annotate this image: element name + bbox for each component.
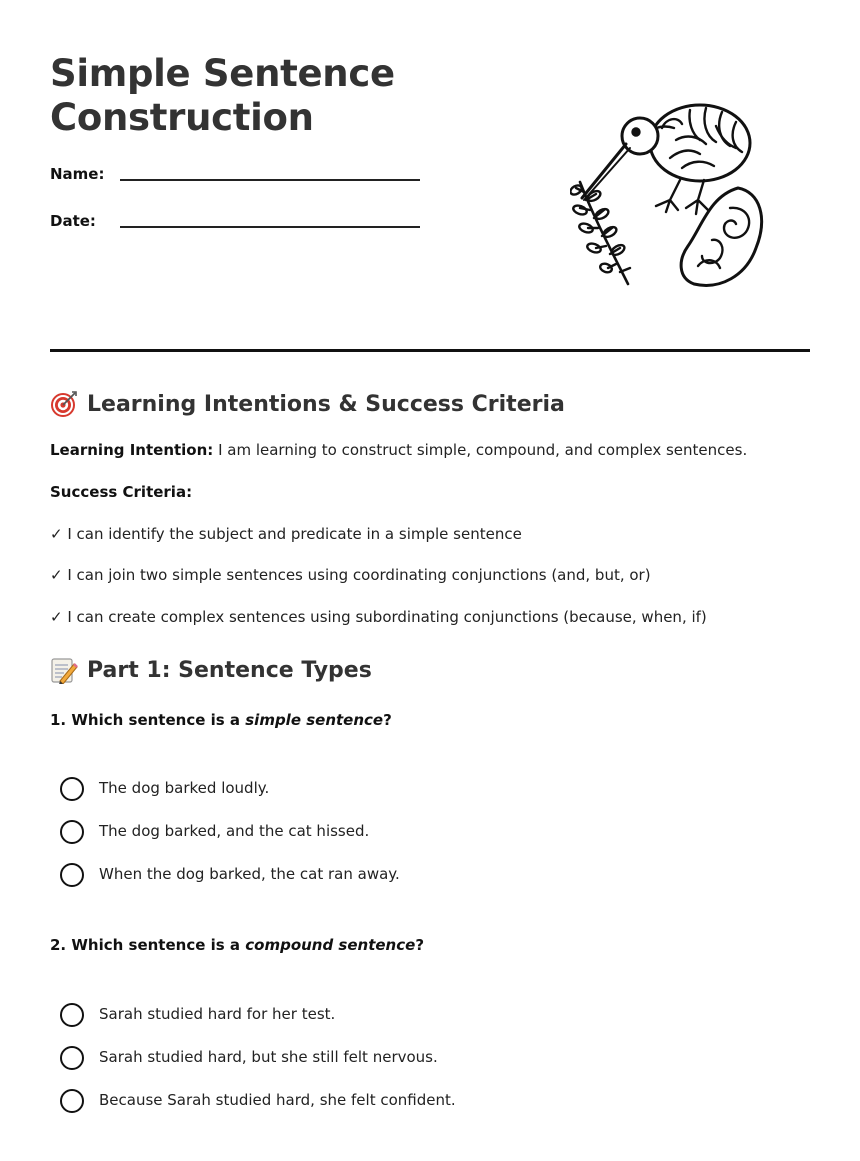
question-2 (50, 936, 424, 954)
radio-button[interactable] (60, 863, 84, 887)
radio-button[interactable] (60, 777, 84, 801)
name-write-line[interactable] (120, 179, 420, 181)
question-1 (50, 711, 392, 729)
name-label: Name: (50, 165, 105, 183)
section-heading-part1-text: Part 1: Sentence Types (87, 657, 372, 683)
option-label: The dog barked, and the cat hissed. (99, 822, 370, 840)
learning-intention (50, 440, 747, 460)
date-write-line[interactable] (120, 226, 420, 228)
radio-button[interactable] (60, 1089, 84, 1113)
question-2-suffix: ? (415, 936, 425, 954)
question-1-emphasis: simple sentence (245, 711, 384, 729)
page-title (50, 52, 395, 140)
option-label: Because Sarah studied hard, she felt confident. (99, 1091, 456, 1109)
option-label: Sarah studied hard for her test. (99, 1005, 336, 1023)
option-label: The dog barked loudly. (99, 779, 270, 797)
question-2-emphasis: compound sentence (245, 936, 416, 954)
radio-button[interactable] (60, 1003, 84, 1027)
date-label: Date: (50, 212, 96, 230)
question-2-prefix: 2. Which sentence is a (50, 936, 246, 954)
header-divider (50, 349, 810, 352)
section-heading-learning-text: Learning Intentions & Success Criteria (87, 391, 565, 417)
success-criteria-label (50, 482, 192, 502)
learning-intention-label: Learning Intention: (50, 441, 214, 459)
radio-button[interactable] (60, 820, 84, 844)
section-heading-part1 (50, 656, 372, 684)
worksheet-header (50, 0, 810, 352)
criteria-item: ✓ I can join two simple sentences using coordinating conjunctions (and, but, or) (50, 566, 651, 584)
option-label: Sarah studied hard, but she still felt nervous. (99, 1048, 438, 1066)
section-heading-learning (50, 390, 565, 418)
criteria-item: ✓ I can create complex sentences using subordinating conjunctions (because, when, if) (50, 608, 707, 626)
success-criteria-label-text: Success Criteria: (50, 483, 193, 501)
radio-button[interactable] (60, 1046, 84, 1070)
target-icon (50, 390, 78, 418)
learning-intention-text: I am learning to construct simple, compound, and complex sentences. (213, 441, 748, 459)
title-line-1: Simple Sentence (50, 52, 395, 95)
kiwi-illustration-icon (570, 88, 770, 293)
memo-pencil-icon (50, 656, 78, 684)
question-1-prefix: 1. Which sentence is a (50, 711, 246, 729)
criteria-item: ✓ I can identify the subject and predicate in a simple sentence (50, 525, 522, 543)
option-label: When the dog barked, the cat ran away. (99, 865, 400, 883)
title-line-2: Construction (50, 96, 314, 139)
question-1-suffix: ? (383, 711, 392, 729)
worksheet-page (50, 0, 810, 1161)
